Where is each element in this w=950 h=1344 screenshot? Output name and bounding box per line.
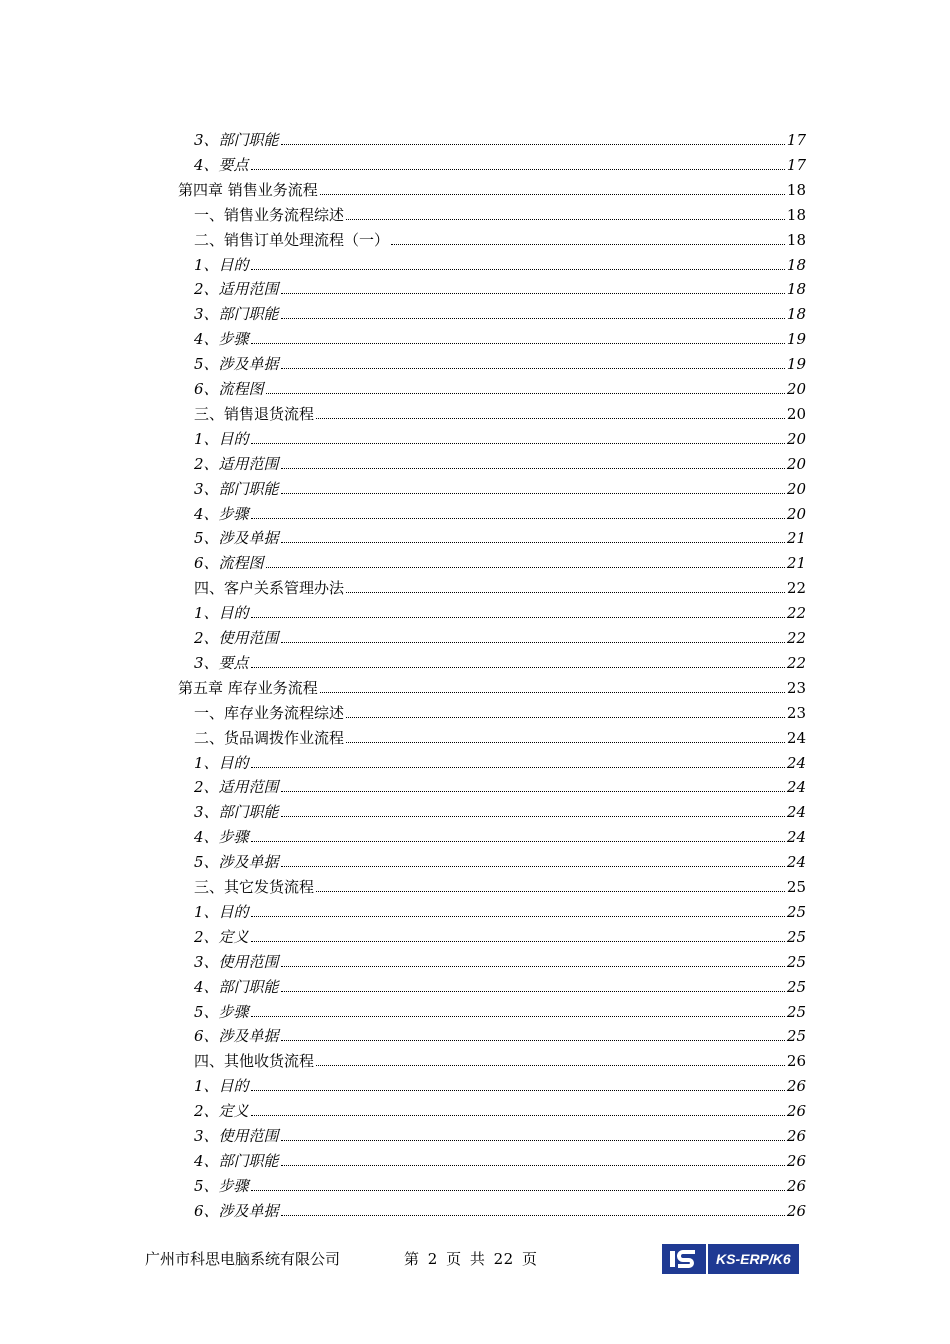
toc-entry-title: 3、使用范围 [194, 1127, 279, 1145]
toc-entry-title: 2、适用范围 [194, 778, 279, 797]
toc-entry-page: 18 [786, 280, 806, 299]
toc-entry-page: 21 [786, 554, 806, 573]
toc-entry-title: 4、步骤 [194, 828, 249, 847]
toc-entry-title: 四、其他收货流程 [194, 1052, 315, 1071]
toc-dot-leader [281, 965, 785, 967]
toc-entry-page: 26 [786, 1176, 806, 1195]
toc-entry[interactable] [194, 1171, 806, 1195]
toc-dot-leader [346, 591, 785, 593]
toc-entry-title: 1、目的 [194, 753, 249, 772]
toc-entry-title: 3、部门职能 [194, 803, 279, 822]
footer-page-number: 第 2 页 共 22 页 [404, 1250, 538, 1268]
toc-dot-leader [346, 218, 785, 220]
toc-dot-leader [281, 990, 785, 992]
toc-entry-title: 1、目的 [194, 1077, 249, 1096]
toc-dot-leader [281, 1039, 785, 1041]
toc-entry-page: 20 [786, 404, 806, 423]
toc-dot-leader [281, 317, 785, 319]
toc-dot-leader [251, 1189, 785, 1191]
toc-dot-leader [346, 716, 785, 718]
toc-entry-page: 25 [786, 902, 806, 921]
toc-entry-page: 22 [786, 629, 806, 647]
toc-entry-title: 5、涉及单据 [194, 529, 279, 548]
toc-entry[interactable] [194, 299, 806, 323]
toc-entry-page: 18 [786, 305, 806, 324]
toc-entry[interactable] [194, 797, 806, 821]
toc-entry-page: 17 [786, 131, 806, 149]
logo-text: KS-ERP/K6 [708, 1244, 799, 1274]
toc-entry-page: 26 [786, 1102, 806, 1121]
toc-entry-page: 24 [786, 803, 806, 822]
footer-company-name: 广州市科思电脑系统有限公司 [145, 1250, 341, 1268]
toc-entry-title: 第五章 库存业务流程 [178, 678, 318, 697]
toc-entry-page: 25 [786, 1027, 806, 1046]
toc-entry-title: 3、使用范围 [194, 952, 279, 971]
toc-entry-page: 20 [786, 380, 806, 398]
toc-entry-page: 20 [786, 504, 806, 523]
toc-entry[interactable] [194, 125, 806, 149]
toc-entry-title: 四、客户关系管理办法 [194, 579, 345, 598]
toc-entry-title: 一、销售业务流程综述 [194, 205, 345, 224]
toc-dot-leader [281, 367, 785, 369]
toc-entry-title: 5、涉及单据 [194, 853, 279, 872]
toc-entry-page: 20 [786, 429, 806, 448]
toc-dot-leader [281, 1214, 785, 1216]
toc-entry[interactable] [194, 897, 806, 921]
ks-logo-icon [662, 1244, 706, 1274]
toc-entry[interactable] [194, 1121, 806, 1145]
toc-entry-title: 4、步骤 [194, 330, 249, 349]
toc-dot-leader [281, 641, 785, 643]
toc-entry[interactable] [194, 972, 806, 996]
toc-dot-leader [281, 292, 785, 294]
toc-entry-page: 18 [786, 180, 806, 199]
toc-entry[interactable] [194, 1071, 806, 1095]
toc-dot-leader [251, 1089, 785, 1091]
toc-entry-title: 2、定义 [194, 1102, 249, 1121]
toc-entry[interactable] [194, 349, 806, 373]
toc-entry[interactable] [194, 324, 806, 348]
toc-entry-title: 6、流程图 [194, 380, 264, 398]
toc-entry-title: 二、货品调拨作业流程 [194, 728, 345, 747]
toc-entry-title: 4、部门职能 [194, 977, 279, 996]
toc-entry[interactable] [194, 997, 806, 1021]
toc-entry-page: 26 [786, 1052, 806, 1071]
toc-entry[interactable] [194, 772, 806, 796]
toc-entry[interactable] [194, 399, 806, 423]
company-logo [662, 1244, 799, 1274]
toc-dot-leader [320, 193, 785, 195]
toc-entry-page: 25 [786, 878, 806, 896]
toc-entry-page: 18 [786, 230, 806, 249]
toc-dot-leader [251, 168, 785, 170]
toc-entry[interactable] [194, 623, 806, 647]
toc-dot-leader [251, 766, 785, 768]
toc-entry-page: 19 [786, 355, 806, 374]
toc-entry[interactable] [194, 474, 806, 498]
toc-entry[interactable] [194, 748, 806, 772]
toc-dot-leader [281, 790, 785, 792]
toc-entry-title: 3、要点 [194, 653, 249, 672]
toc-dot-leader [391, 243, 785, 245]
toc-entry-page: 20 [786, 454, 806, 473]
toc-entry[interactable] [194, 374, 806, 398]
toc-entry-title: 第四章 销售业务流程 [178, 180, 318, 199]
toc-entry-title: 6、涉及单据 [194, 1027, 279, 1046]
toc-dot-leader [266, 392, 785, 394]
toc-entry[interactable] [178, 673, 806, 697]
toc-dot-leader [316, 890, 785, 892]
toc-dot-leader [251, 1114, 785, 1116]
toc-entry-page: 20 [786, 479, 806, 498]
toc-entry-title: 一、库存业务流程综述 [194, 703, 345, 722]
toc-entry-title: 2、适用范围 [194, 280, 279, 299]
toc-entry-page: 24 [786, 753, 806, 772]
toc-dot-leader [316, 417, 785, 419]
toc-entry-title: 二、销售订单处理流程（一） [194, 230, 390, 249]
toc-entry-title: 4、部门职能 [194, 1151, 279, 1170]
toc-entry-page: 19 [786, 330, 806, 349]
toc-dot-leader [281, 1139, 785, 1141]
toc-dot-leader [316, 1064, 785, 1066]
toc-dot-leader [266, 566, 785, 568]
toc-entry-page: 22 [786, 579, 806, 598]
toc-entry-title: 1、目的 [194, 902, 249, 921]
toc-entry[interactable] [194, 1196, 806, 1220]
toc-entry[interactable] [194, 822, 806, 846]
toc-entry-page: 26 [786, 1151, 806, 1170]
toc-entry-page: 24 [786, 778, 806, 797]
toc-entry[interactable] [194, 424, 806, 448]
toc-entry[interactable] [194, 872, 806, 896]
toc-entry-title: 三、其它发货流程 [194, 878, 315, 896]
toc-dot-leader [281, 467, 785, 469]
toc-entry[interactable] [194, 250, 806, 274]
toc-entry-title: 6、涉及单据 [194, 1201, 279, 1220]
toc-entry-page: 22 [786, 653, 806, 672]
toc-dot-leader [281, 143, 785, 145]
toc-entry-page: 18 [786, 255, 806, 274]
toc-entry-title: 2、适用范围 [194, 454, 279, 473]
toc-entry[interactable] [194, 523, 806, 547]
toc-entry-page: 17 [786, 155, 806, 174]
toc-dot-leader [281, 1164, 785, 1166]
toc-entry-title: 2、使用范围 [194, 629, 279, 647]
toc-entry-page: 26 [786, 1127, 806, 1145]
toc-entry-page: 24 [786, 853, 806, 872]
toc-dot-leader [320, 691, 785, 693]
toc-entry[interactable] [194, 1096, 806, 1120]
toc-dot-leader [346, 741, 785, 743]
toc-dot-leader [251, 442, 785, 444]
toc-entry[interactable] [194, 847, 806, 871]
toc-entry-page: 25 [786, 927, 806, 946]
toc-entry[interactable] [194, 1046, 806, 1070]
toc-entry-title: 3、部门职能 [194, 131, 279, 149]
toc-entry[interactable] [194, 150, 806, 174]
toc-dot-leader [281, 865, 785, 867]
toc-dot-leader [251, 940, 785, 942]
toc-entry-title: 3、部门职能 [194, 305, 279, 324]
toc-entry-page: 24 [786, 828, 806, 847]
toc-entry[interactable] [194, 648, 806, 672]
toc-entry-page: 21 [786, 529, 806, 548]
toc-dot-leader [251, 517, 785, 519]
toc-dot-leader [251, 342, 785, 344]
toc-entry[interactable] [194, 548, 806, 572]
toc-entry-title: 三、销售退货流程 [194, 404, 315, 423]
toc-entry-title: 1、目的 [194, 604, 249, 623]
toc-entry-title: 2、定义 [194, 927, 249, 946]
toc-entry-page: 25 [786, 952, 806, 971]
toc-dot-leader [251, 616, 785, 618]
toc-entry[interactable] [194, 698, 806, 722]
toc-entry[interactable] [194, 274, 806, 298]
toc-entry-title: 4、步骤 [194, 504, 249, 523]
toc-entry-title: 3、部门职能 [194, 479, 279, 498]
toc-entry[interactable] [194, 499, 806, 523]
toc-entry[interactable] [194, 200, 806, 224]
toc-entry-page: 22 [786, 604, 806, 623]
toc-entry[interactable] [194, 449, 806, 473]
toc-entry-page: 24 [786, 728, 806, 747]
toc-dot-leader [251, 268, 785, 270]
toc-entry-title: 1、目的 [194, 429, 249, 448]
toc-entry-title: 5、步骤 [194, 1002, 249, 1021]
toc-entry[interactable] [194, 922, 806, 946]
toc-entry[interactable] [194, 225, 806, 249]
toc-entry-title: 5、涉及单据 [194, 355, 279, 374]
toc-entry-title: 1、目的 [194, 255, 249, 274]
toc-dot-leader [281, 541, 785, 543]
toc-entry[interactable] [194, 598, 806, 622]
toc-entry[interactable] [178, 175, 806, 199]
toc-entry[interactable] [194, 1021, 806, 1045]
toc-entry-page: 18 [786, 205, 806, 224]
toc-dot-leader [251, 666, 785, 668]
page-footer [0, 1240, 950, 1280]
toc-dot-leader [281, 492, 785, 494]
toc-dot-leader [281, 815, 785, 817]
toc-entry-title: 5、步骤 [194, 1176, 249, 1195]
toc-entry-page: 25 [786, 977, 806, 996]
toc-dot-leader [251, 840, 785, 842]
toc-entry-page: 26 [786, 1201, 806, 1220]
toc-entry[interactable] [194, 723, 806, 747]
toc-entry-page: 25 [786, 1002, 806, 1021]
toc-entry-title: 4、要点 [194, 155, 249, 174]
toc-entry[interactable] [194, 573, 806, 597]
toc-entry-page: 23 [786, 678, 806, 697]
toc-dot-leader [251, 915, 785, 917]
toc-entry-title: 6、流程图 [194, 554, 264, 573]
toc-entry[interactable] [194, 1146, 806, 1170]
toc-entry-page: 23 [786, 703, 806, 722]
toc-entry[interactable] [194, 947, 806, 971]
toc-entry-page: 26 [786, 1077, 806, 1096]
toc-dot-leader [251, 1015, 785, 1017]
